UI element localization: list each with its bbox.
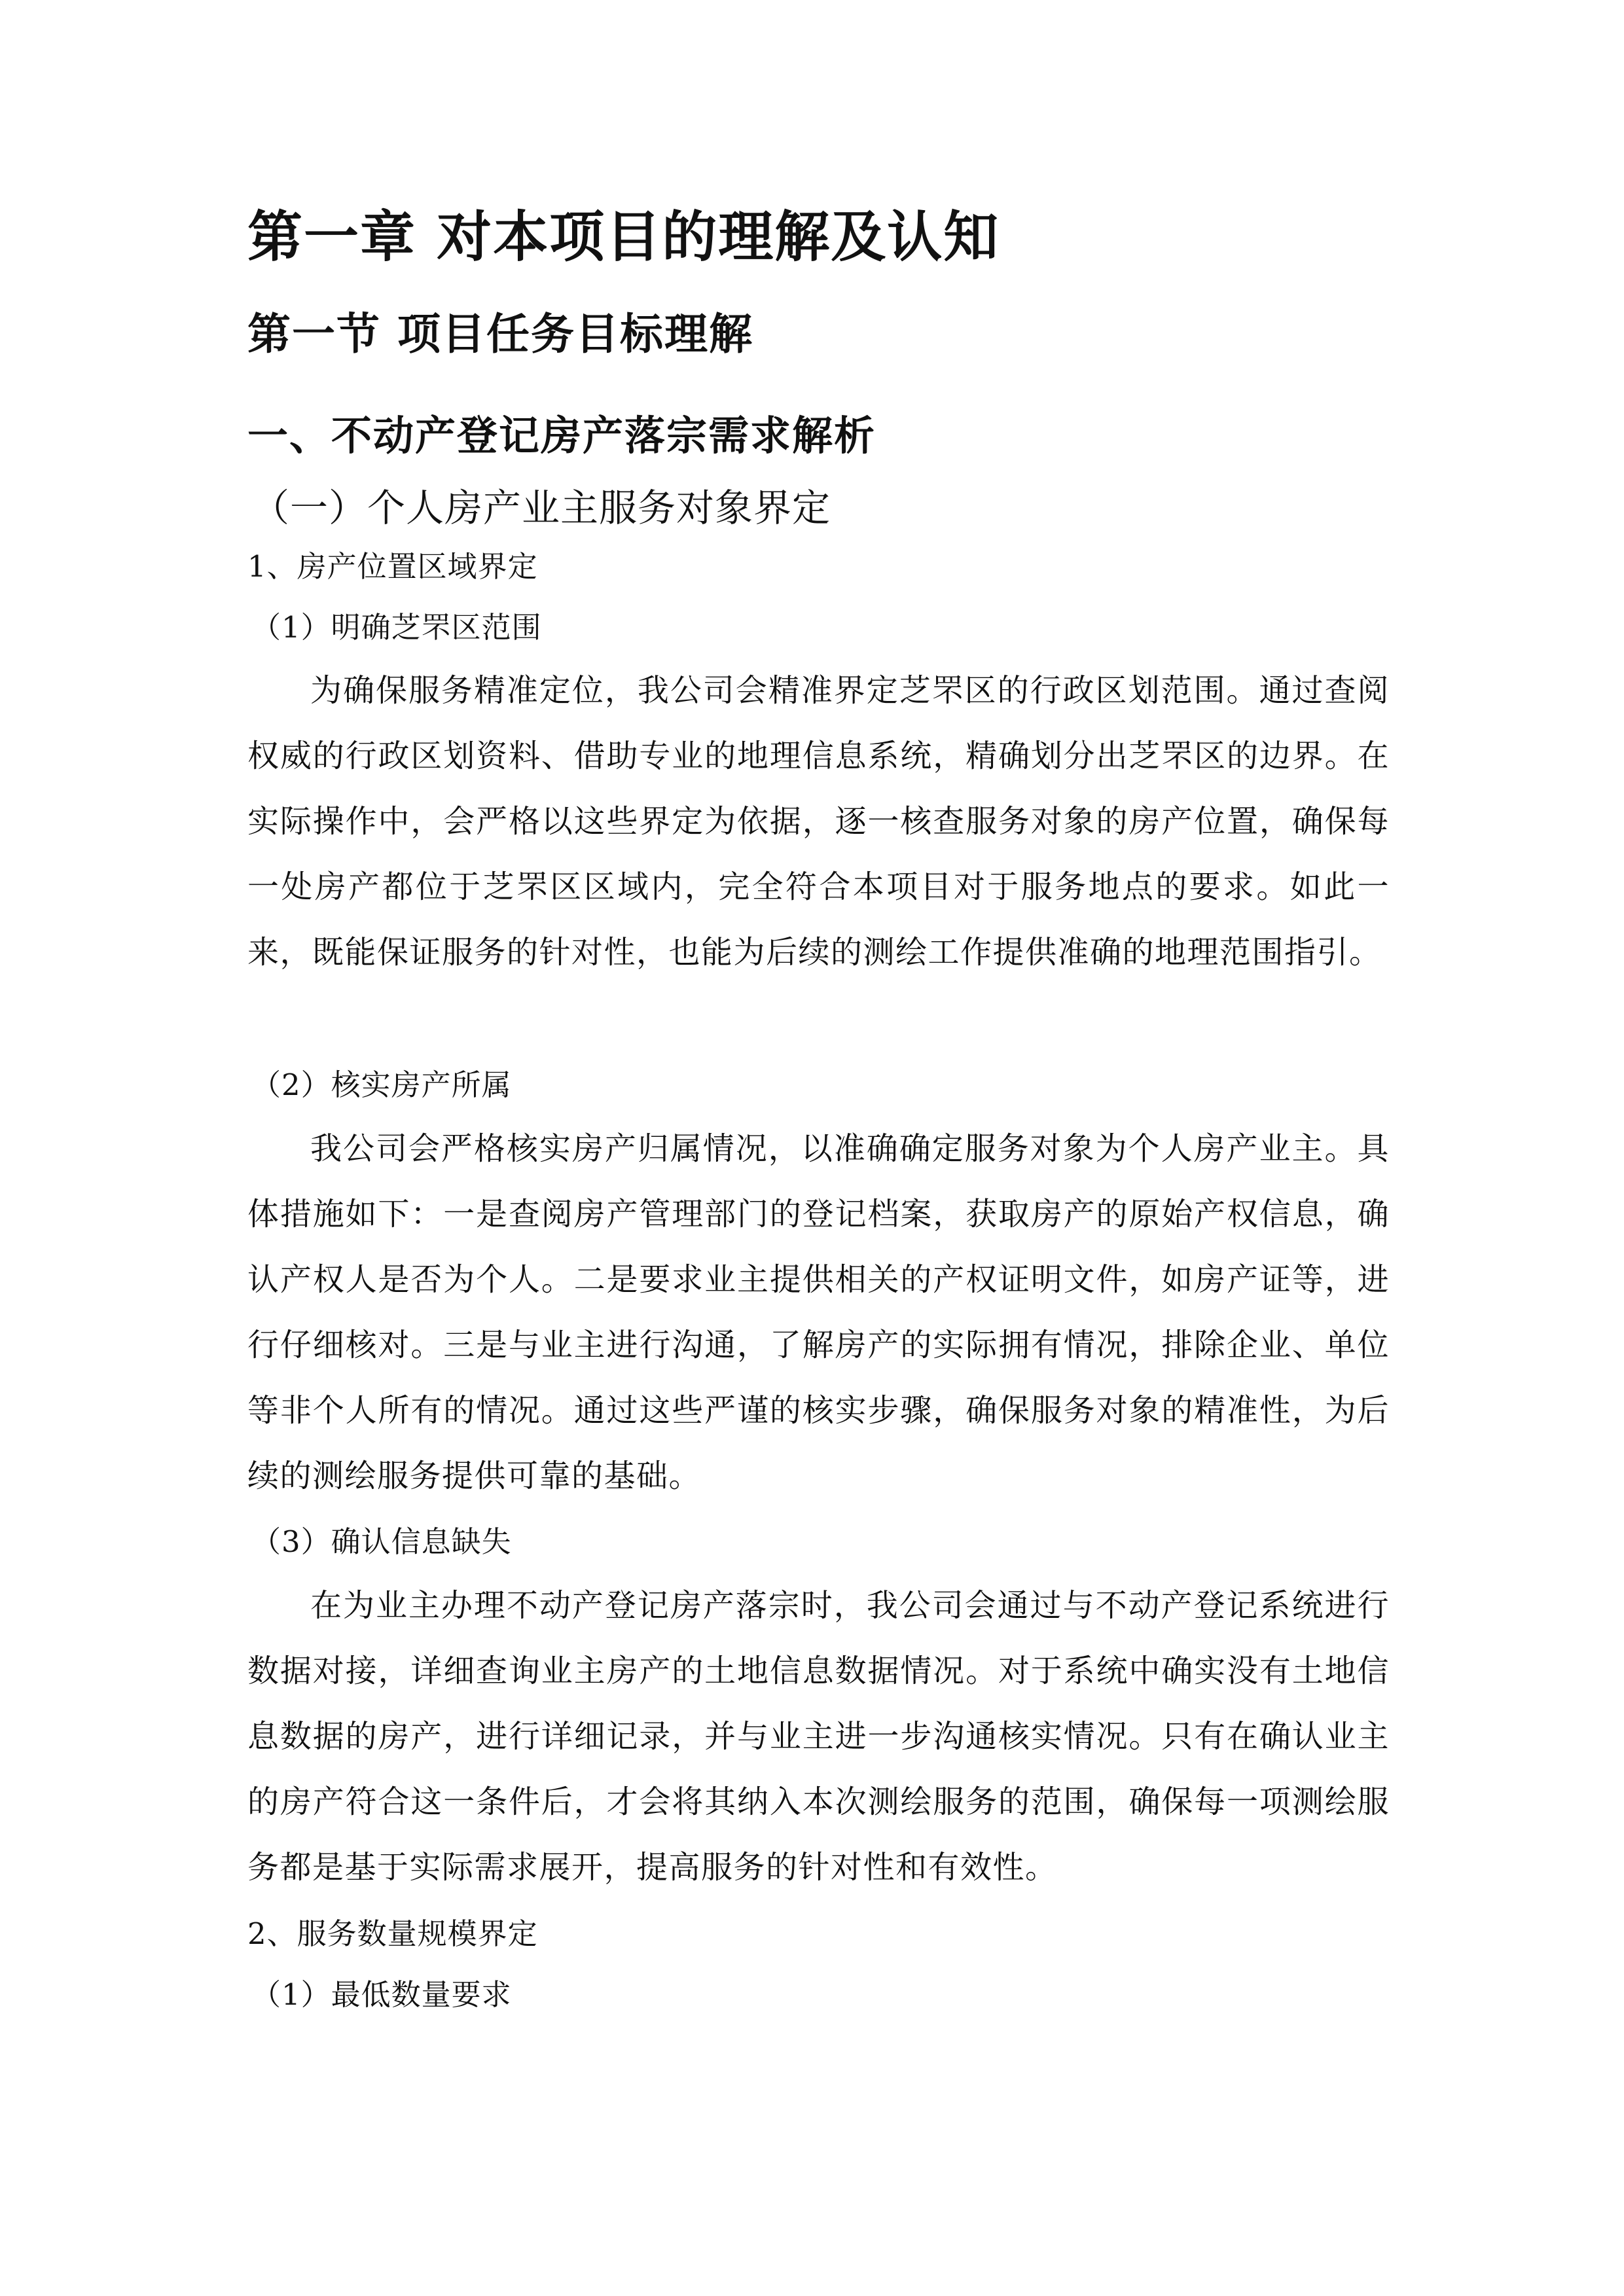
- item-1-heading: 1、房产位置区域界定: [247, 549, 538, 584]
- item-1-2-heading: （2）核实房产所属: [251, 1067, 512, 1102]
- section-title: 第一节 项目任务目标理解: [247, 308, 753, 359]
- chapter-title: 第一章 对本项目的理解及认知: [247, 204, 1000, 269]
- item-2-heading: 2、服务数量规模界定: [247, 1916, 538, 1951]
- paragraph-missing-information: 在为业主办理不动产登记房产落宗时，我公司会通过与不动产登记系统进行数据对接，详细查询业主房产的土地信息数据情况。对于系统中确实没有土地信息数据的房产，进行详细记录，并与业主进一步沟通核实情况。只有在确认业主的房产符合这一条件后，才会将其纳入本次测绘服务的范围，确保每一项测绘服务都是基于实际需求展开，提高服务的针对性和有效性。: [247, 1587, 1390, 1886]
- paragraph-property-ownership: 我公司会严格核实房产归属情况，以准确确定服务对象为个人房产业主。具体措施如下：一是查阅房产管理部门的登记档案，获取房产的原始产权信息，确认产权人是否为个人。二是要求业主提供相关的产权证明文件，如房产证等，进行仔细核对。三是与业主进行沟通，了解房产的实际拥有情况，排除企业、单位等非个人所有的情况。通过这些严谨的核实步骤，确保服务对象的精准性，为后续的测绘服务提供可靠的基础。: [247, 1130, 1390, 1494]
- part-title: （一）个人房产业主服务对象界定: [251, 486, 831, 530]
- subsection-title: 一、不动产登记房产落宗需求解析: [247, 412, 876, 459]
- item-1-1-heading: （1）明确芝罘区范围: [251, 610, 542, 645]
- item-1-3-heading: （3）确认信息缺失: [251, 1524, 512, 1559]
- paragraph-region-scope: 为确保服务精准定位，我公司会精准界定芝罘区的行政区划范围。通过查阅权威的行政区划资料、借助专业的地理信息系统，精确划分出芝罘区的边界。在实际操作中，会严格以这些界定为依据，逐一核查服务对象的房产位置，确保每一处房产都位于芝罘区区域内，完全符合本项目对于服务地点的要求。如此一来，既能保证服务的针对性，也能为后续的测绘工作提供准确的地理范围指引。: [247, 672, 1390, 971]
- item-2-1-heading: （1）最低数量要求: [251, 1977, 512, 2012]
